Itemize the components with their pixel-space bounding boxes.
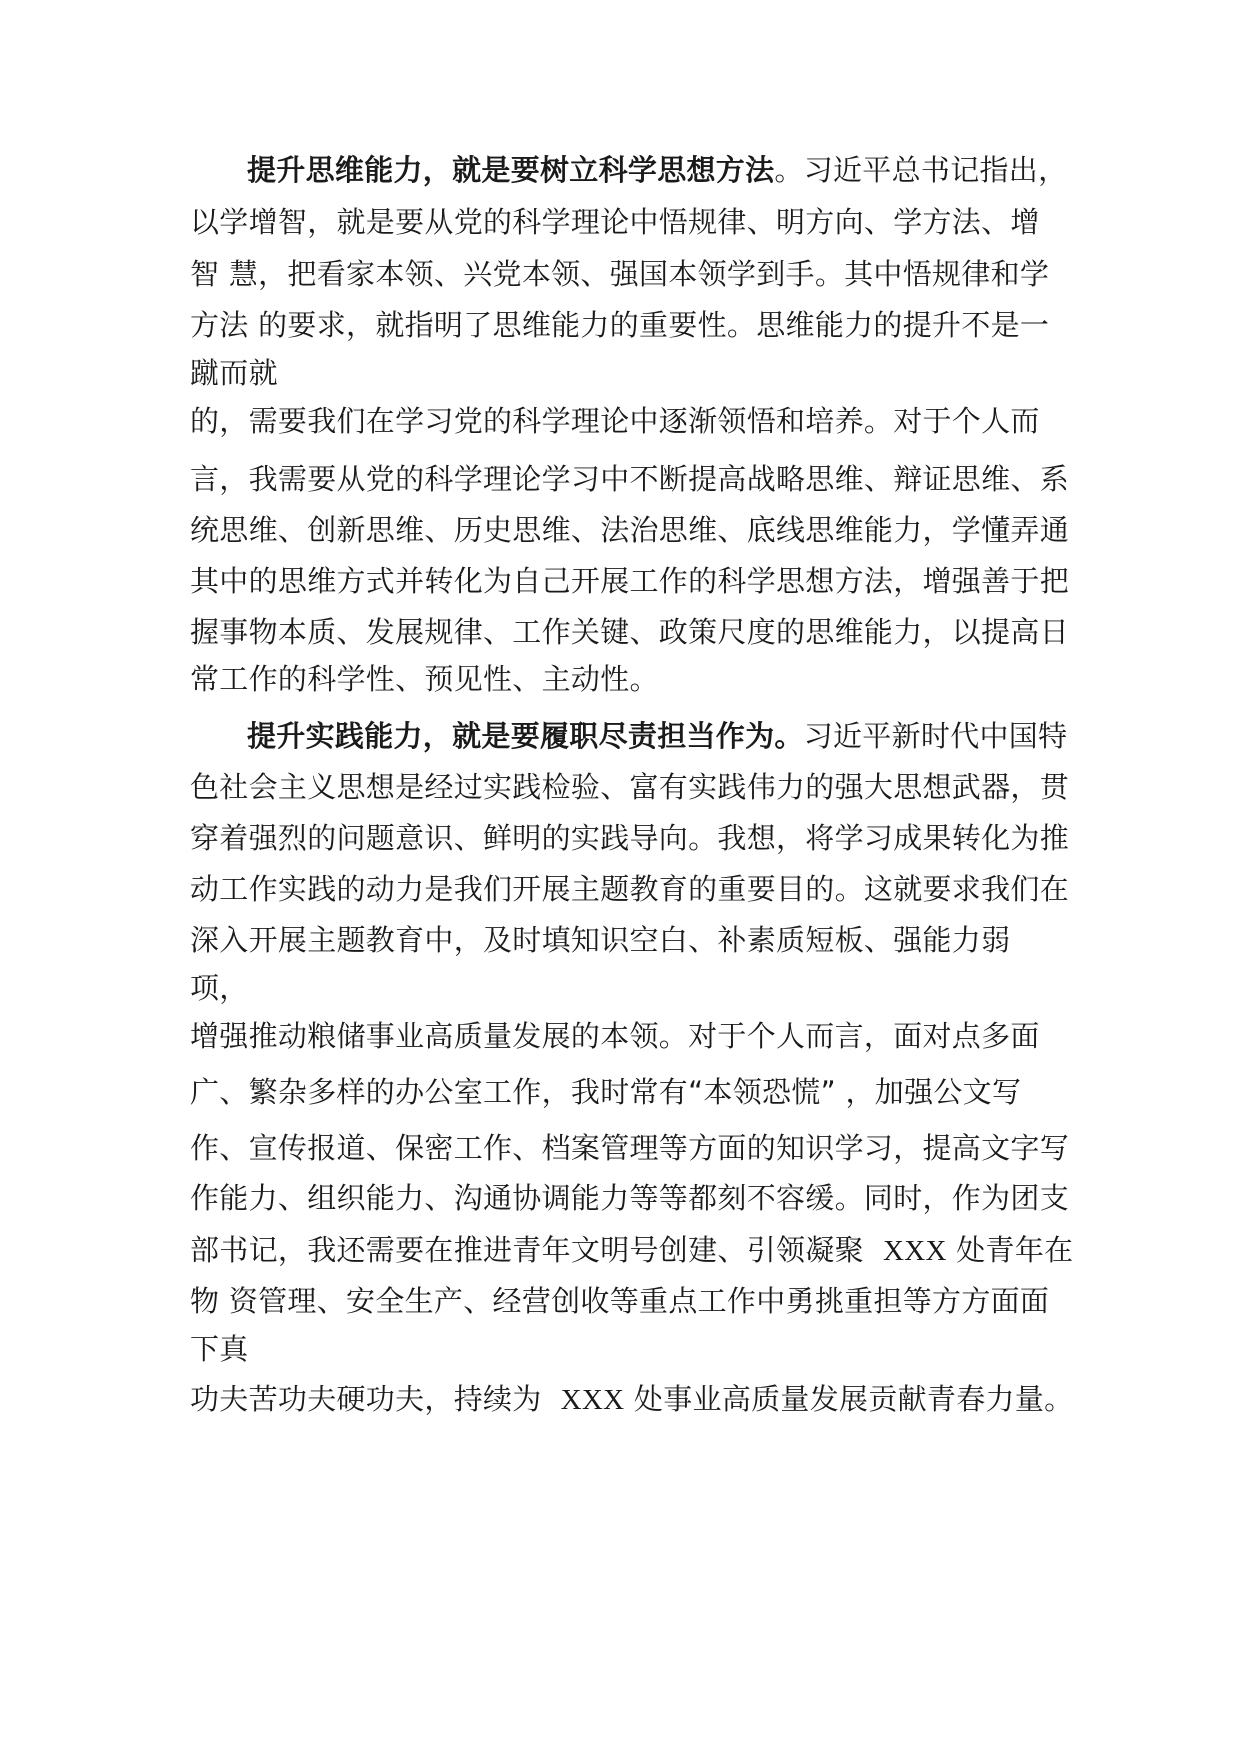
paragraph-2-line: 深入开展主题教育中，及时填知识空白、补素质短板、强能力弱 [190, 923, 1011, 957]
paragraph-1-line: 常工作的科学性、预见性、主动性。 [190, 662, 659, 696]
paragraph-1-line: 统思维、创新思维、历史思维、法治思维、底线思维能力，学懂弄通 [190, 513, 1070, 547]
paragraph-2-line: 色社会主义思想是经过实践检验、富有实践伟力的强大思想武器，贯 [190, 770, 1070, 804]
line-text-before-code: 部书记，我还需要在推进青年文明号创建、引领凝聚 [190, 1233, 864, 1267]
paragraph-1-line: 其中的思维方式并转化为自己开展工作的科学思想方法，增强善于把 [190, 564, 1070, 598]
paragraph-2-line: 作能力、组织能力、沟通协调能力等等都刻不容缓。同时，作为团支 [190, 1181, 1070, 1215]
paragraph-1-text: 。习近平总书记指出， [774, 153, 1068, 187]
paragraph-1-line: 蹴而就 [190, 356, 278, 390]
paragraph-1-line: 智 慧，把看家本领、兴党本领、强国本领学到手。其中悟规律和学 [190, 257, 1050, 291]
paragraph-2-first-line [247, 716, 1067, 756]
paragraph-2-line: 广、繁杂多样的办公室工作，我时常有“本领恐慌” ，加强公文写 [190, 1075, 1022, 1109]
paragraph-1-line: 以学增智，就是要从党的科学理论中悟规律、明方向、学方法、增 [190, 205, 1040, 239]
paragraph-2-heading: 提升实践能力，就是要履职尽责担当作为。 [247, 719, 804, 753]
placeholder-code: XXX [882, 1235, 947, 1267]
paragraph-1-line: 方法 的要求，就指明了思维能力的重要性。思维能力的提升不是一 [190, 308, 1050, 342]
line-text-after-code: 处事业高质量发展贡献青春力量。 [633, 1382, 1074, 1416]
paragraph-2-line [190, 1230, 1073, 1271]
paragraph-2-line: 动工作实践的动力是我们开展主题教育的重要目的。这就要求我们在 [190, 872, 1070, 906]
paragraph-1-first-line [247, 150, 1067, 190]
paragraph-2-line: 作、宣传报道、保密工作、档案管理等方面的知识学习，提高文字写 [190, 1131, 1070, 1165]
paragraph-2-line: 穿着强烈的问题意识、鲜明的实践导向。我想，将学习成果转化为推 [190, 821, 1070, 855]
paragraph-1-heading: 提升思维能力，就是要树立科学思想方法 [247, 153, 775, 187]
paragraph-2-line: 项， [190, 971, 249, 1005]
paragraph-1-line: 握事物本质、发展规律、工作关键、政策尺度的思维能力，以提高日 [190, 615, 1070, 649]
paragraph-2-text: 习近平新时代中国特 [803, 719, 1068, 753]
paragraph-2-line: 增强推动粮储事业高质量发展的本领。对于个人而言，面对点多面 [190, 1019, 1040, 1053]
paragraph-2-last-line [190, 1379, 1073, 1420]
paragraph-1-line: 的，需要我们在学习党的科学理论中逐渐领悟和培养。对于个人而 [190, 404, 1040, 438]
paragraph-2-line: 物 资管理、安全生产、经营创收等重点工作中勇挑重担等方方面面 [190, 1284, 1050, 1318]
placeholder-code: XXX [560, 1384, 625, 1416]
line-text-after-code: 处青年在 [956, 1233, 1074, 1267]
paragraph-1-line: 言，我需要从党的科学理论学习中不断提高战略思维、辩证思维、系 [190, 462, 1070, 496]
paragraph-2-line: 下真 [190, 1332, 249, 1366]
line-text-before-code: 功夫苦功夫硬功夫，持续为 [190, 1382, 542, 1416]
